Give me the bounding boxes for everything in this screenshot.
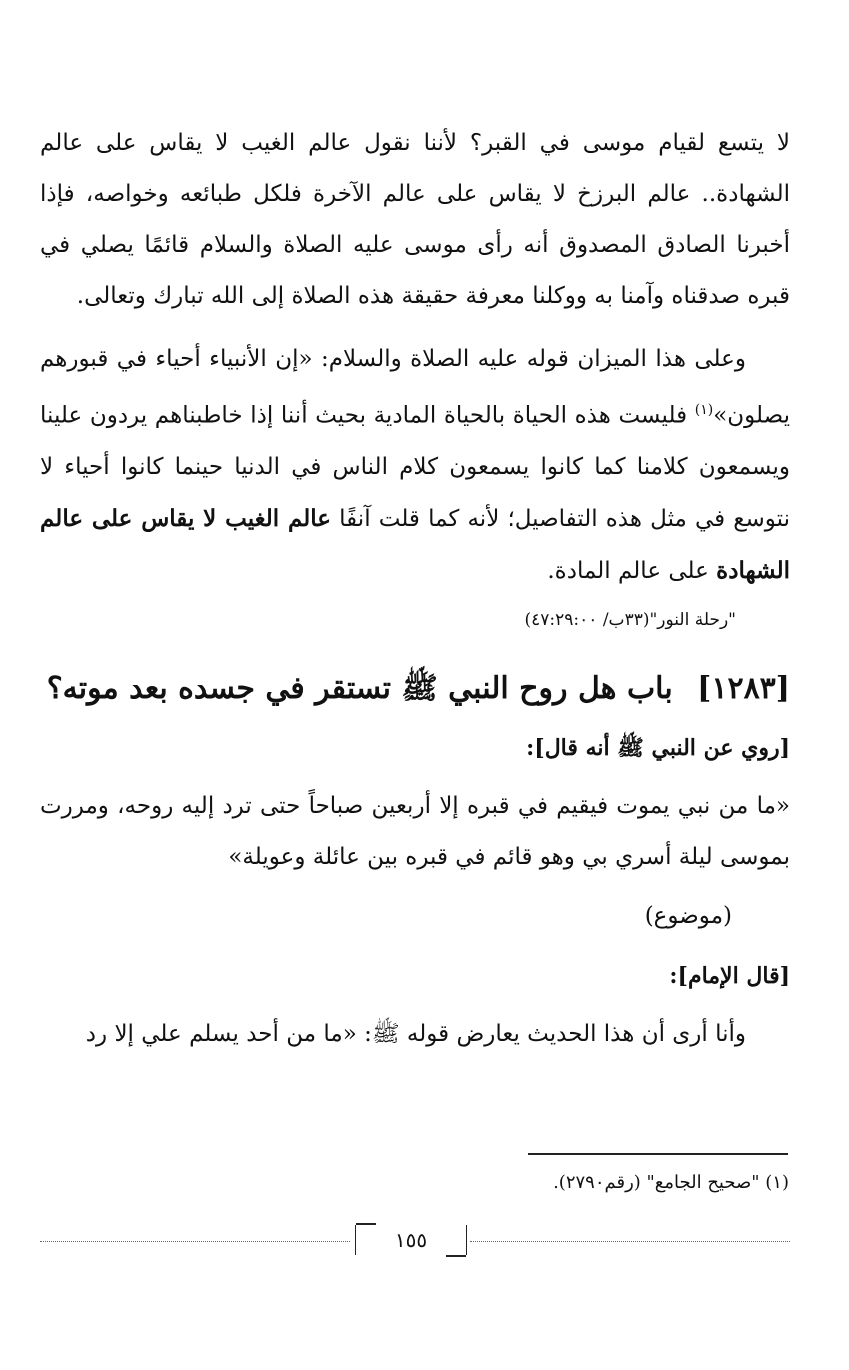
paragraph-2-part-a: وعلى هذا الميزان قوله عليه الصلاة والسلام: «إن الأنبياء أحياء في قبورهم يصلون» [40,346,790,429]
paragraph-2-part-b: فليست هذه الحياة بالحياة المادية بحيث أننا إذا خاطبناهم يردون علينا ويسمعون كلامنا كما كانوا يسمعون كلام الناس في الدنيا حينما كانوا أحياء لا نتوسع في مثل هذه التفاصيل؛ لأنه كما قلت آنفًا [40,402,790,532]
paragraph-2 [40,334,790,597]
paragraph-2-bold: عالم الغيب لا يقاس على عالم الشهادة [40,504,790,584]
source-citation: "رحلة النور"(٣٣ب/ ٤٧:٢٩:٠٠) [524,609,736,630]
chapter-heading [40,661,790,717]
narration-text: «ما من نبي يموت فيقيم في قبره إلا أربعين صباحاً حتى ترد إليه روحه، ومررت بموسى ليلة أسري بي وهو قائم في قبره بين عائلة وعويلة» [40,792,790,870]
footnote-separator [528,1153,788,1155]
footnote-reference[interactable]: (١) [694,402,714,418]
ornament-bottom-icon [446,1247,466,1257]
hadith-grade: (موضوع) [644,902,732,929]
page-number: ١٥٥ [394,1228,428,1252]
chapter-number: [١٢٨٣] [697,670,790,706]
ornament-top-icon [356,1223,376,1233]
page-number-frame [355,1225,467,1255]
paragraph-1: لا يتسع لقيام موسى في القبر؟ لأننا نقول عالم الغيب لا يقاس على عالم الشهادة.. عالم البرزخ لا يقاس على عالم الآخرة فلكل طبائعه وخواصه، فإذا أخبرنا الصادق المصدوق أنه رأى موسى عليه الصلاة والسلام قائمًا يصلي في قبره صدقناه وآمنا به ووكلنا معرفة حقيقة هذه الصلاة إلى الله تبارك وتعالى. [40,130,790,309]
footer-dotted-line-left [40,1241,350,1242]
paragraph-2-part-c: على عالم المادة. [547,557,717,584]
imam-heading: [قال الإمام]: [669,962,790,989]
imam-text: وأنا أرى أن هذا الحديث يعارض قوله ﷺ: «ما من أحد يسلم علي إلا رد [85,1020,746,1047]
footer-dotted-line-right [470,1241,790,1242]
footnote: (١) "صحيح الجامع" (رقم٢٧٩٠). [553,1172,789,1193]
narration-heading: [روي عن النبي ﷺ أنه قال]: [526,734,790,761]
chapter-title: باب هل روح النبي ﷺ تستقر في جسده بعد موته؟ [46,670,673,706]
page-body [40,118,790,1060]
